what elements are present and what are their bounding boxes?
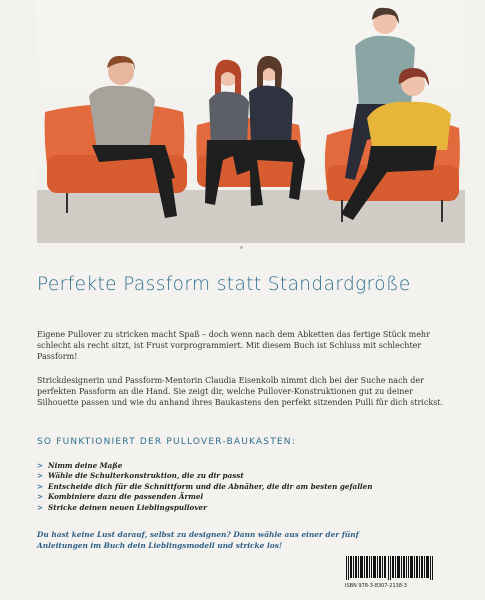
list-item: > Kombiniere dazu die passenden Ärmel [37,492,204,502]
list-item: > Entscheide dich für die Schnittform und die Abnäher, die dir am besten gefallen [37,481,373,491]
steps-list [37,461,467,513]
isbn-label: ISBN 978-3-8307-2138-3 [345,583,407,589]
women-on-sofas-illustration [37,0,465,243]
barcode-icon [346,556,434,580]
call-to-action: Du hast keine Lust darauf, selbst zu designen? Dann wähle aus einer der fünf Anleitungen im Buch dein Lieblingsmodell und stricke los! [37,530,359,550]
chevron-right-icon: > [37,461,44,470]
list-item: > Nimm deine Maße [37,461,123,470]
divider-dot [240,246,243,249]
chevron-right-icon: > [37,502,44,512]
list-item: > Stricke deinen neuen Lieblingspullover [37,502,207,512]
page-headline: Perfekte Passform statt Standardgröße [37,274,411,295]
chevron-right-icon: > [37,471,44,481]
chevron-right-icon: > [37,481,44,491]
section-title: SO FUNKTIONIERT DER PULLOVER-BAUKASTEN: [37,437,296,447]
cover-photo [37,0,465,243]
chevron-right-icon: > [37,492,44,502]
body-paragraph: Strickdesignerin und Passform-Mentorin Claudia Eisenkolb nimmt dich bei der Suche nach der perfekten Passform an die Hand. Sie zeigt dir, welche Pullover-Konstruktionen gut zu deiner Silhouette passen und wie du anhand ihres Baukastens den perfekt sitzenden Pulli für dich strickst. [37,376,444,407]
list-item: > Wähle die Schulterkonstruktion, die zu dir passt [37,471,244,481]
intro-paragraph: Eigene Pullover zu stricken macht Spaß – doch wenn nach dem Abketten das fertige Stück mehr schlecht als recht sitzt, ist Frust vorprogrammiert. Mit diesem Buch ist Schluss mit schlechter Passform! [37,330,430,361]
